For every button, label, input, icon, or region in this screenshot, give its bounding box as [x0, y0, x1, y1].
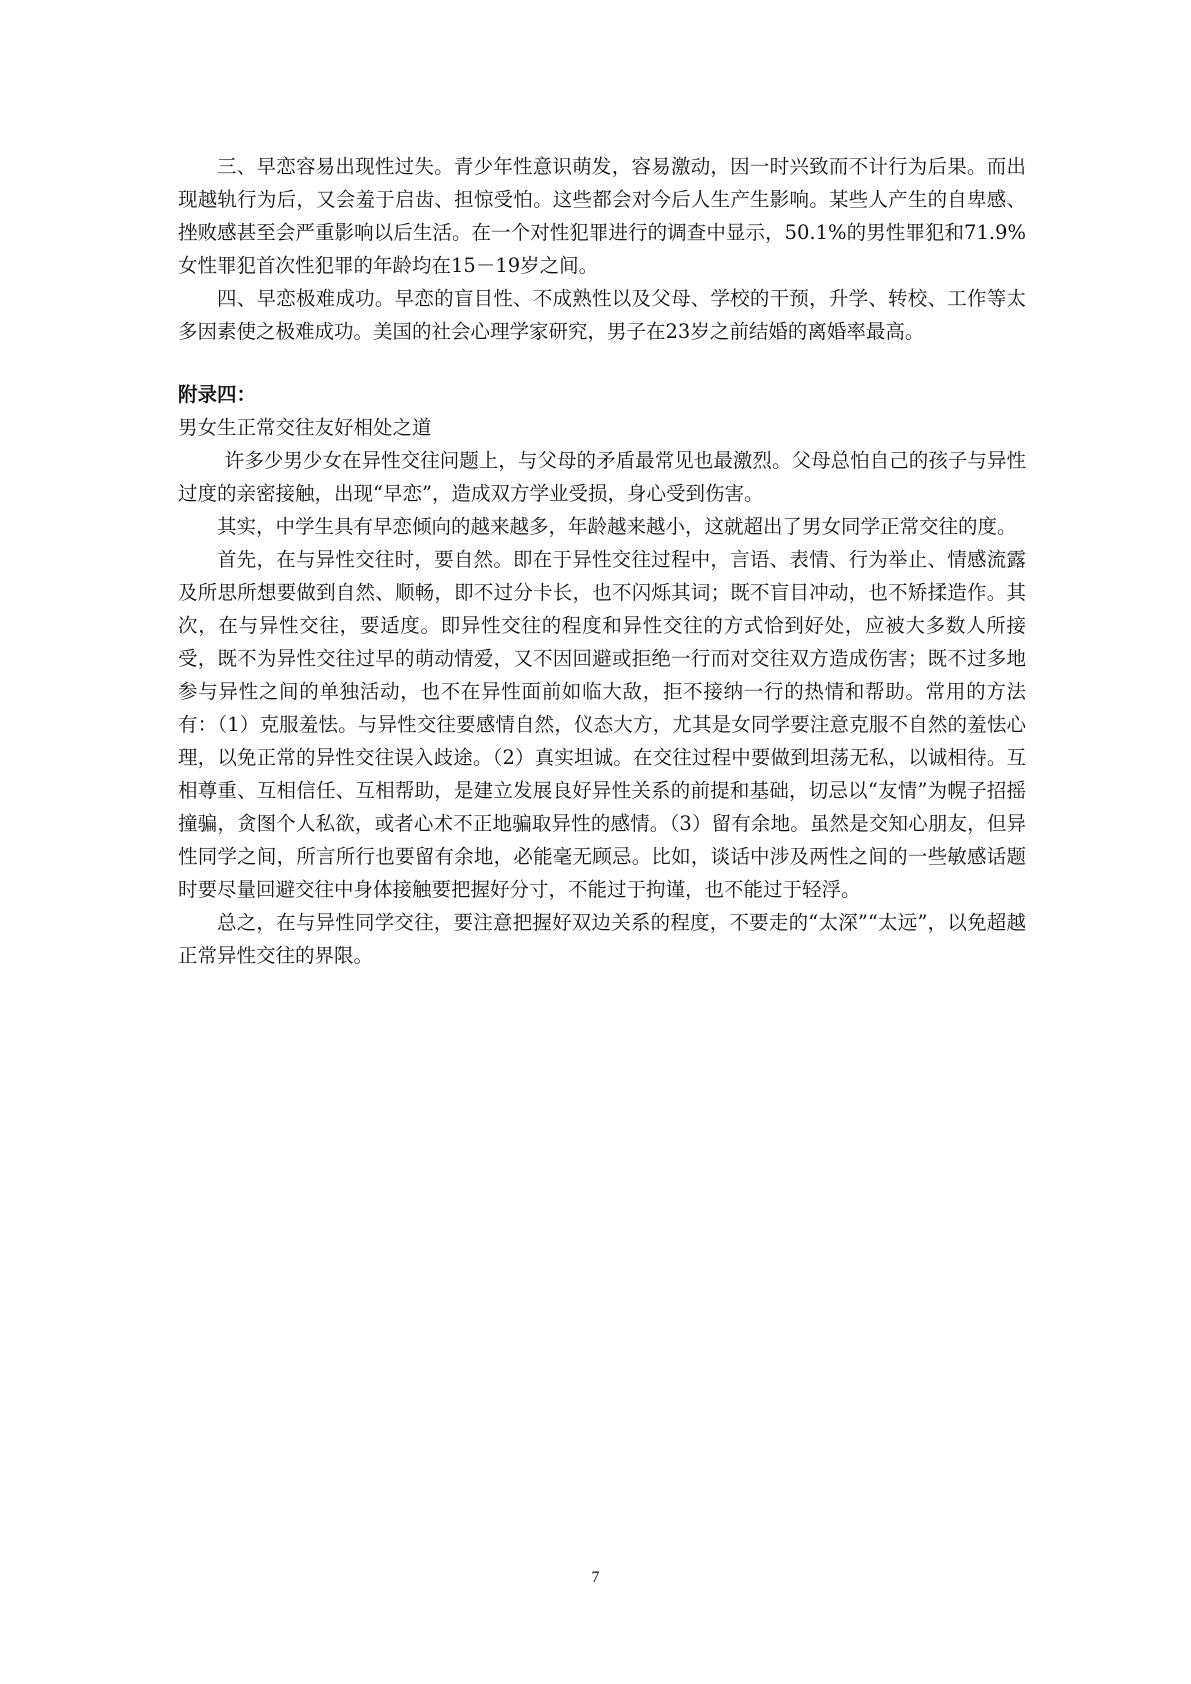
appendix-paragraph: 首先，在与异性交往时，要自然。即在于异性交往过程中，言语、表情、行为举止、情感流露及所思所想要做到自然、顺畅，即不过分卡长，也不闪烁其词；既不盲目冲动，也不矫揉造作。其次，在与异性交往，要适度。即异性交往的程度和异性交往的方式恰到好处，应被大多数人所接受，既不为异性交往过早的萌动情爱，又不因回避或拒绝一行而对交往双方造成伤害；既不过多地参与异性之间的单独活动，也不在异性面前如临大敌，拒不接纳一行的热情和帮助。常用的方法有：（1）克服羞怯。与异性交往要感情自然，仪态大方，尤其是女同学要注意克服不自然的羞怯心理，以免正常的异性交往误入歧途。（2）真实坦诚。在交往过程中要做到坦荡无私，以诚相待。互相尊重、互相信任、互相帮助，是建立发展良好异性关系的前提和基础，切忌以“友情”为幌子招摇撞骗，贪图个人私欲，或者心术不正地骗取异性的感情。（3）留有余地。虽然是交知心朋友，但异性同学之间，所言所行也要留有余地，必能毫无顾忌。比如，谈话中涉及两性之间的一些敏感话题时要尽量回避交往中身体接触要把握好分寸，不能过于拘谨，也不能过于轻浮。: [178, 548, 1026, 901]
document-body: [178, 150, 1026, 972]
appendix-paragraph: 总之，在与异性同学交往，要注意把握好双边关系的程度，不要走的“太深”“太远”，以免超越正常异性交往的界限。: [178, 911, 1026, 967]
paragraph-early-love-success: 四、早恋极难成功。早恋的盲目性、不成熟性以及父母、学校的干预，升学、转校、工作等太多因素使之极难成功。美国的社会心理学家研究，男子在23岁之前结婚的离婚率最高。: [178, 287, 1026, 343]
appendix-heading: 附录四：: [178, 383, 257, 406]
appendix-paragraph: 许多少男少女在异性交往问题上，与父母的矛盾最常见也最激烈。父母总怕自己的孩子与异性过度的亲密接触，出现“早恋”，造成双方学业受损，身心受到伤害。: [178, 449, 1026, 505]
page-number: 7: [591, 1569, 600, 1586]
appendix-subtitle: 男女生正常交往友好相处之道: [178, 416, 432, 439]
section-gap: [178, 348, 1026, 378]
paragraph-early-love-risk: 三、早恋容易出现性过失。青少年性意识萌发，容易激动，因一时兴致而不计行为后果。而出现越轨行为后，又会羞于启齿、担惊受怕。这些都会对今后人生产生影响。某些人产生的自卑感、挫败感甚至会严重影响以后生活。在一个对性犯罪进行的调查中显示，50.1%的男性罪犯和71.9%女性罪犯首次性犯罪的年龄均在15－19岁之间。: [178, 155, 1026, 277]
appendix-paragraph: 其实，中学生具有早恋倾向的越来越多，年龄越来越小，这就超出了男女同学正常交往的度。: [217, 515, 1017, 538]
